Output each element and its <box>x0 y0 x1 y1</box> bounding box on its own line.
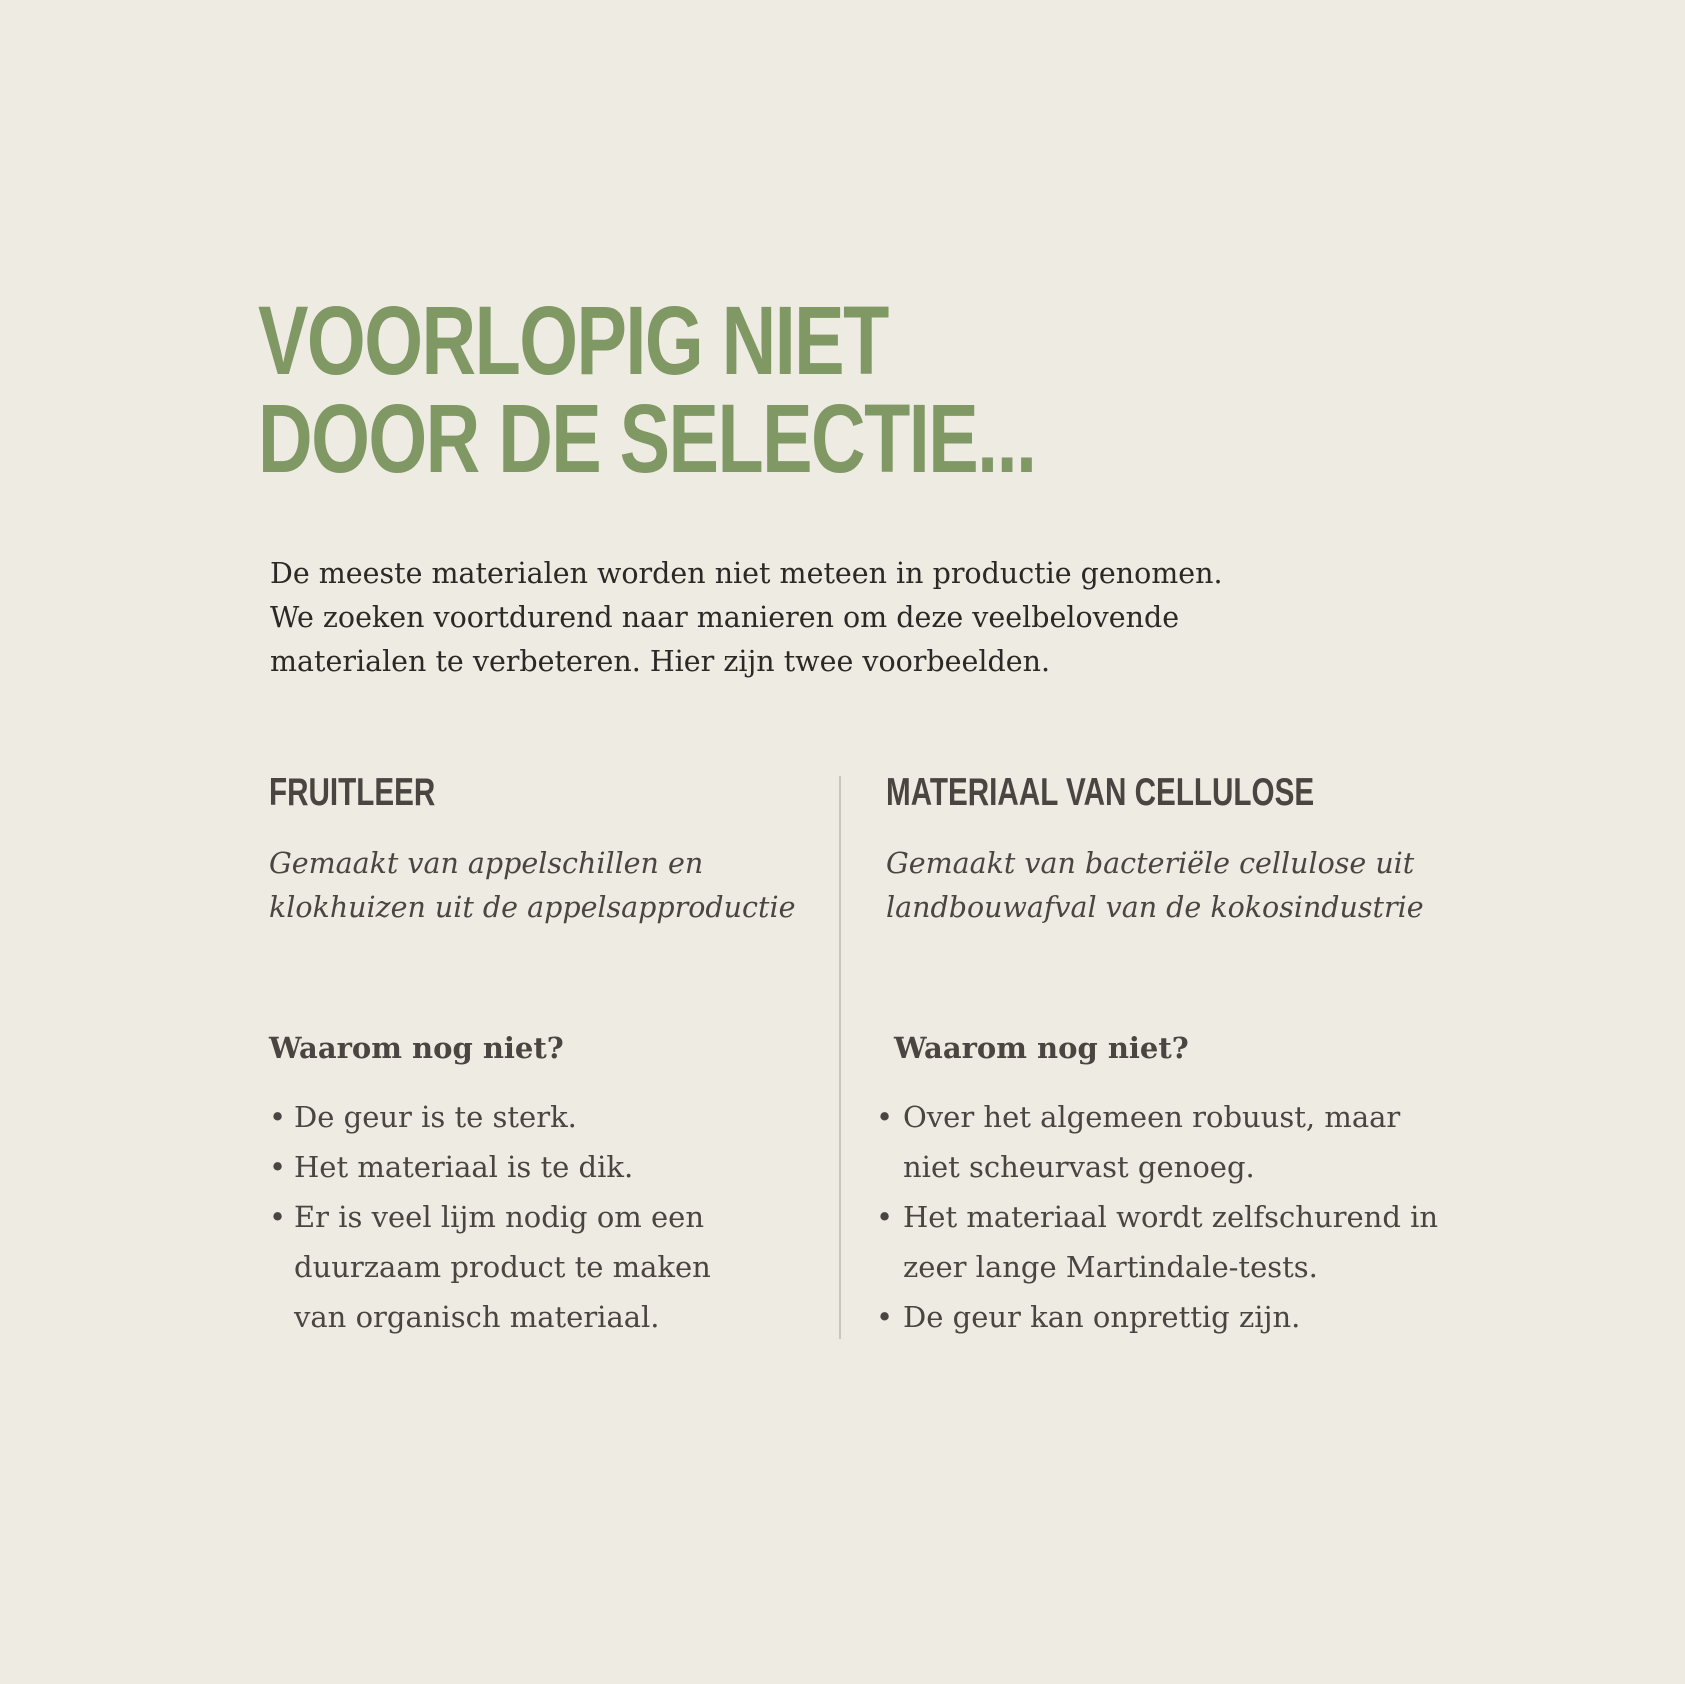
subtitle-line: klokhuizen uit de appelsapproductie <box>269 891 796 924</box>
column-divider <box>839 776 841 1339</box>
list-item-text: Over het algemeen robuust, maar <box>903 1100 1401 1134</box>
page-headline <box>258 286 1036 493</box>
bullet-icon: • <box>876 1200 894 1234</box>
column-cellulose <box>876 770 1446 1334</box>
bullet-icon: • <box>269 1100 287 1134</box>
headline-line-2: DOOR DE SELECTIE... <box>258 384 1036 493</box>
intro-line: De meeste materialen worden niet meteen in productie genomen. <box>270 557 1223 590</box>
subtitle-line: Gemaakt van appelschillen en <box>269 847 704 880</box>
intro-line: We zoeken voortdurend naar manieren om deze veelbelovende <box>270 601 1180 634</box>
column-subtitle <box>269 842 795 930</box>
list-item-text: zeer lange Martindale-tests. <box>903 1250 1318 1284</box>
why-not-heading: Waarom nog niet? <box>269 1031 564 1065</box>
column-fruitleer <box>269 770 809 1334</box>
list-item-text: Het materiaal is te dik. <box>294 1150 634 1184</box>
bullet-icon: • <box>269 1200 287 1234</box>
intro-line: materialen te verbeteren. Hier zijn twee voorbeelden. <box>270 645 1051 678</box>
reasons-list <box>269 1092 711 1342</box>
list-item <box>269 1192 711 1342</box>
why-not-heading: Waarom nog niet? <box>894 1031 1189 1065</box>
subtitle-line: Gemaakt van bacteriële cellulose uit <box>886 847 1415 880</box>
reasons-list <box>876 1092 1438 1342</box>
list-item-text: Het materiaal wordt zelfschurend in <box>903 1200 1439 1234</box>
list-item <box>876 1092 1438 1192</box>
column-subtitle <box>886 842 1424 930</box>
bullet-icon: • <box>876 1100 894 1134</box>
list-item-text: De geur kan onprettig zijn. <box>903 1300 1301 1334</box>
subtitle-line: landbouwafval van de kokosindustrie <box>886 891 1424 924</box>
bullet-icon: • <box>269 1150 287 1184</box>
headline-line-1: VOORLOPIG NIET <box>258 286 888 395</box>
list-item <box>269 1092 711 1142</box>
bullet-icon: • <box>876 1300 894 1334</box>
list-item-text: De geur is te sterk. <box>294 1100 577 1134</box>
intro-paragraph <box>270 552 1270 684</box>
list-item <box>269 1142 711 1192</box>
list-item <box>876 1292 1438 1342</box>
list-item-text: niet scheurvast genoeg. <box>903 1150 1255 1184</box>
column-title: MATERIAAL VAN CELLULOSE <box>886 771 1315 814</box>
list-item-text: van organisch materiaal. <box>294 1300 660 1334</box>
list-item <box>876 1192 1438 1292</box>
column-title: FRUITLEER <box>269 771 436 814</box>
list-item-text: duurzaam product te maken <box>294 1250 711 1284</box>
list-item-text: Er is veel lijm nodig om een <box>294 1200 705 1234</box>
